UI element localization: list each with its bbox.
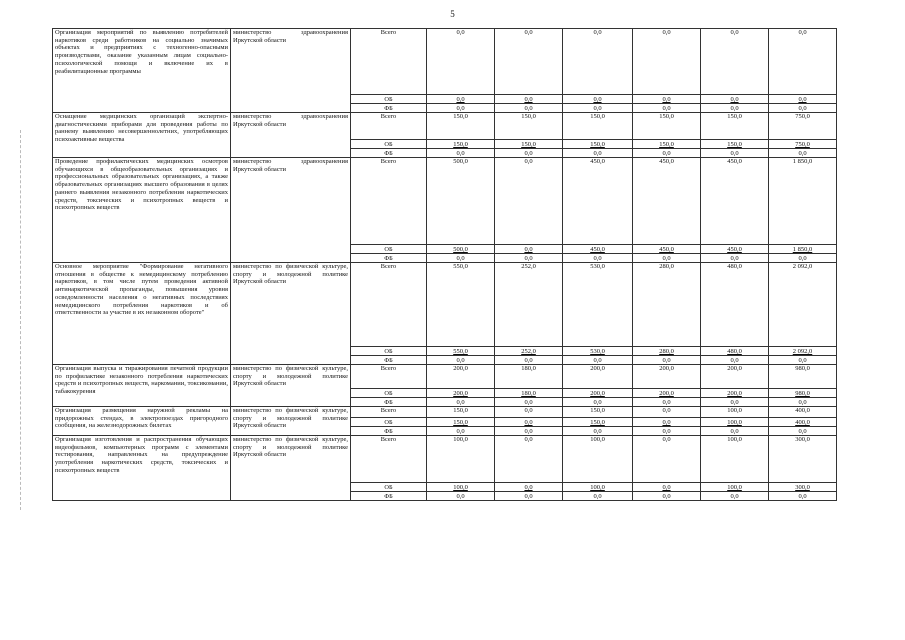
amount-cell: 0,0 — [563, 427, 633, 436]
amount-cell: 0,0 — [495, 245, 563, 254]
amount-cell: 0,0 — [633, 427, 701, 436]
activity-executor: министерство по физической культуре, спорту и молодежной политике Иркутской области — [231, 436, 351, 501]
amount-cell: 0,0 — [769, 104, 837, 113]
amount-cell: 200,0 — [563, 365, 633, 389]
amount-cell: 0,0 — [701, 95, 769, 104]
amount-cell: 0,0 — [769, 95, 837, 104]
amount-cell: 200,0 — [633, 389, 701, 398]
amount-cell: 0,0 — [495, 418, 563, 427]
amount-cell: 150,0 — [495, 140, 563, 149]
amount-cell: 0,0 — [769, 398, 837, 407]
amount-cell: 0,0 — [633, 407, 701, 418]
activity-executor: министерство по физической культуре, спорту и молодежной политике Иркутской области — [231, 407, 351, 436]
amount-cell: 0,0 — [563, 398, 633, 407]
activity-total-row — [53, 113, 837, 140]
amount-cell: 0,0 — [701, 492, 769, 501]
amount-cell: 2 092,0 — [769, 263, 837, 347]
amount-cell: 150,0 — [701, 140, 769, 149]
amount-cell: 200,0 — [701, 365, 769, 389]
amount-cell: 480,0 — [701, 263, 769, 347]
amount-cell: 0,0 — [427, 95, 495, 104]
amount-cell: 450,0 — [633, 245, 701, 254]
activity-total-row — [53, 29, 837, 95]
amount-cell: 0,0 — [563, 492, 633, 501]
amount-cell: 150,0 — [563, 140, 633, 149]
amount-cell: 0,0 — [633, 436, 701, 483]
amount-cell: 0,0 — [769, 356, 837, 365]
amount-cell: 0,0 — [769, 427, 837, 436]
scan-edge-mark — [20, 130, 22, 510]
amount-cell: 100,0 — [701, 483, 769, 492]
amount-cell: 0,0 — [563, 149, 633, 158]
amount-cell: 200,0 — [633, 365, 701, 389]
amount-cell: 480,0 — [701, 347, 769, 356]
amount-cell: 0,0 — [769, 149, 837, 158]
amount-cell: 0,0 — [495, 254, 563, 263]
amount-cell: 180,0 — [495, 365, 563, 389]
amount-cell: 0,0 — [563, 95, 633, 104]
amount-cell: 0,0 — [495, 436, 563, 483]
amount-cell: 0,0 — [427, 427, 495, 436]
amount-cell: 100,0 — [701, 407, 769, 418]
activity-executor: министерство здравоохранения Иркутской области — [231, 29, 351, 113]
amount-cell: 0,0 — [701, 104, 769, 113]
activity-executor: министерство по физической культуре, спорту и молодежной политике Иркутской области — [231, 365, 351, 407]
amount-cell: 150,0 — [563, 418, 633, 427]
amount-cell: 0,0 — [633, 104, 701, 113]
amount-cell: 450,0 — [563, 158, 633, 245]
amount-cell: 0,0 — [563, 356, 633, 365]
amount-cell: 0,0 — [633, 95, 701, 104]
amount-cell: 0,0 — [633, 356, 701, 365]
amount-cell: 150,0 — [701, 113, 769, 140]
funding-source-label: Всего — [351, 158, 427, 245]
amount-cell: 150,0 — [427, 418, 495, 427]
amount-cell: 150,0 — [633, 113, 701, 140]
amount-cell: 450,0 — [563, 245, 633, 254]
amount-cell: 750,0 — [769, 140, 837, 149]
amount-cell: 280,0 — [633, 263, 701, 347]
amount-cell: 100,0 — [427, 436, 495, 483]
amount-cell: 0,0 — [633, 418, 701, 427]
funding-source-label: ФБ — [351, 398, 427, 407]
amount-cell: 450,0 — [633, 158, 701, 245]
activity-executor: министерство по физической культуре, спорту и молодежной политике Иркутской области — [231, 263, 351, 365]
amount-cell: 0,0 — [427, 492, 495, 501]
funding-source-label: ФБ — [351, 427, 427, 436]
amount-cell: 500,0 — [427, 245, 495, 254]
amount-cell: 252,0 — [495, 263, 563, 347]
funding-source-label: ФБ — [351, 104, 427, 113]
funding-source-label: ФБ — [351, 254, 427, 263]
activity-name: Проведение профилактических медицинских осмотров обучающихся в общеобразовательных организациях и профессиональных образовательных организациях, а также образовательных организациях высшего образования в целях раннего выявления незаконного потребления наркотических средств, токсических и психотропных веществ и психотропных веществ — [53, 158, 231, 263]
amount-cell: 980,0 — [769, 365, 837, 389]
funding-source-label: ОБ — [351, 347, 427, 356]
amount-cell: 0,0 — [495, 356, 563, 365]
amount-cell: 450,0 — [701, 245, 769, 254]
amount-cell: 0,0 — [563, 29, 633, 95]
funding-source-label: Всего — [351, 29, 427, 95]
amount-cell: 0,0 — [769, 492, 837, 501]
amount-cell: 550,0 — [427, 263, 495, 347]
amount-cell: 300,0 — [769, 436, 837, 483]
activity-name: Организация размещения наружной рекламы на придорожных стендах, в электропоездах пригородного сообщения, на железнодорожных билетах — [53, 407, 231, 436]
amount-cell: 0,0 — [701, 398, 769, 407]
funding-source-label: ОБ — [351, 418, 427, 427]
amount-cell: 0,0 — [495, 483, 563, 492]
amount-cell: 0,0 — [769, 254, 837, 263]
amount-cell: 0,0 — [701, 356, 769, 365]
budget-table — [52, 28, 837, 501]
amount-cell: 150,0 — [495, 113, 563, 140]
activity-total-row — [53, 158, 837, 245]
amount-cell: 400,0 — [769, 407, 837, 418]
activity-name: Организация выпуска и тиражирования печатной продукции по профилактике незаконного потребления наркотических средств и психотропных веществ, наркомании, токсикомании, табакокурения — [53, 365, 231, 407]
amount-cell: 200,0 — [563, 389, 633, 398]
amount-cell: 980,0 — [769, 389, 837, 398]
amount-cell: 0,0 — [427, 398, 495, 407]
amount-cell: 200,0 — [427, 365, 495, 389]
funding-source-label: Всего — [351, 263, 427, 347]
amount-cell: 0,0 — [495, 427, 563, 436]
amount-cell: 200,0 — [701, 389, 769, 398]
amount-cell: 180,0 — [495, 389, 563, 398]
amount-cell: 0,0 — [427, 149, 495, 158]
amount-cell: 0,0 — [495, 95, 563, 104]
amount-cell: 0,0 — [769, 29, 837, 95]
amount-cell: 150,0 — [563, 113, 633, 140]
amount-cell: 0,0 — [633, 29, 701, 95]
funding-source-label: ОБ — [351, 389, 427, 398]
amount-cell: 400,0 — [769, 418, 837, 427]
funding-source-label: Всего — [351, 407, 427, 418]
activity-name: Основное мероприятие "Формирование негативного отношения в обществе к немедицинскому потреблению наркотиков, в том числе путем проведения активной антинаркотической пропаганды, повышения уровня осведомленности населения о негативных последствиях немедицинского потребления наркотиков и об ответственности за участие в их незаконном обороте" — [53, 263, 231, 365]
amount-cell: 252,0 — [495, 347, 563, 356]
amount-cell: 0,0 — [633, 398, 701, 407]
amount-cell: 100,0 — [701, 436, 769, 483]
amount-cell: 200,0 — [427, 389, 495, 398]
amount-cell: 0,0 — [633, 492, 701, 501]
amount-cell: 0,0 — [427, 29, 495, 95]
activity-executor: министерство здравоохранения Иркутской области — [231, 113, 351, 158]
amount-cell: 150,0 — [427, 113, 495, 140]
amount-cell: 0,0 — [701, 254, 769, 263]
funding-source-label: ОБ — [351, 245, 427, 254]
amount-cell: 750,0 — [769, 113, 837, 140]
funding-source-label: Всего — [351, 365, 427, 389]
amount-cell: 0,0 — [563, 104, 633, 113]
activity-name: Организация мероприятий по выявлению потребителей наркотиков среди работников на социально значимых объектах и предприятиях с техногенно-опасными производствами, оказание указанным лицам социально-психологической помощи и включение их в реабилитационные программы — [53, 29, 231, 113]
amount-cell: 2 092,0 — [769, 347, 837, 356]
amount-cell: 0,0 — [633, 483, 701, 492]
amount-cell: 530,0 — [563, 263, 633, 347]
amount-cell: 100,0 — [701, 418, 769, 427]
funding-source-label: Всего — [351, 113, 427, 140]
funding-source-label: ОБ — [351, 483, 427, 492]
activity-executor: министерство здравоохранения Иркутской области — [231, 158, 351, 263]
page-number: 5 — [450, 9, 455, 19]
amount-cell: 150,0 — [427, 140, 495, 149]
funding-source-label: ФБ — [351, 356, 427, 365]
activity-total-row — [53, 407, 837, 418]
amount-cell: 0,0 — [495, 407, 563, 418]
funding-source-label: Всего — [351, 436, 427, 483]
funding-source-label: ФБ — [351, 492, 427, 501]
amount-cell: 150,0 — [633, 140, 701, 149]
activity-total-row — [53, 263, 837, 347]
amount-cell: 0,0 — [495, 492, 563, 501]
amount-cell: 0,0 — [427, 104, 495, 113]
budget-table-body — [53, 29, 837, 501]
amount-cell: 150,0 — [563, 407, 633, 418]
activity-total-row — [53, 436, 837, 483]
activity-name: Оснащение медицинских организаций экспертно-диагностическими приборами для проведения работы по раннему выявлению несовершеннолетних, употребляющих психоактивные вещества — [53, 113, 231, 158]
amount-cell: 0,0 — [701, 29, 769, 95]
amount-cell: 100,0 — [563, 483, 633, 492]
amount-cell: 0,0 — [495, 104, 563, 113]
amount-cell: 0,0 — [563, 254, 633, 263]
amount-cell: 550,0 — [427, 347, 495, 356]
amount-cell: 0,0 — [495, 158, 563, 245]
amount-cell: 280,0 — [633, 347, 701, 356]
amount-cell: 0,0 — [633, 254, 701, 263]
amount-cell: 150,0 — [427, 407, 495, 418]
amount-cell: 0,0 — [495, 398, 563, 407]
amount-cell: 0,0 — [633, 149, 701, 158]
amount-cell: 500,0 — [427, 158, 495, 245]
amount-cell: 0,0 — [701, 149, 769, 158]
funding-source-label: ОБ — [351, 95, 427, 104]
funding-source-label: ФБ — [351, 149, 427, 158]
amount-cell: 0,0 — [701, 427, 769, 436]
amount-cell: 0,0 — [427, 356, 495, 365]
funding-source-label: ОБ — [351, 140, 427, 149]
amount-cell: 300,0 — [769, 483, 837, 492]
amount-cell: 450,0 — [701, 158, 769, 245]
amount-cell: 0,0 — [495, 149, 563, 158]
amount-cell: 1 850,0 — [769, 158, 837, 245]
activity-name: Организация изготовления и распространения обучающих видеофильмов, компьютерных программ с элементами тестирования, направленных на предупреждение употребления наркотических средств, токсических и психотропных веществ — [53, 436, 231, 501]
amount-cell: 0,0 — [495, 29, 563, 95]
amount-cell: 0,0 — [427, 254, 495, 263]
amount-cell: 100,0 — [563, 436, 633, 483]
amount-cell: 100,0 — [427, 483, 495, 492]
amount-cell: 1 850,0 — [769, 245, 837, 254]
activity-total-row — [53, 365, 837, 389]
amount-cell: 530,0 — [563, 347, 633, 356]
